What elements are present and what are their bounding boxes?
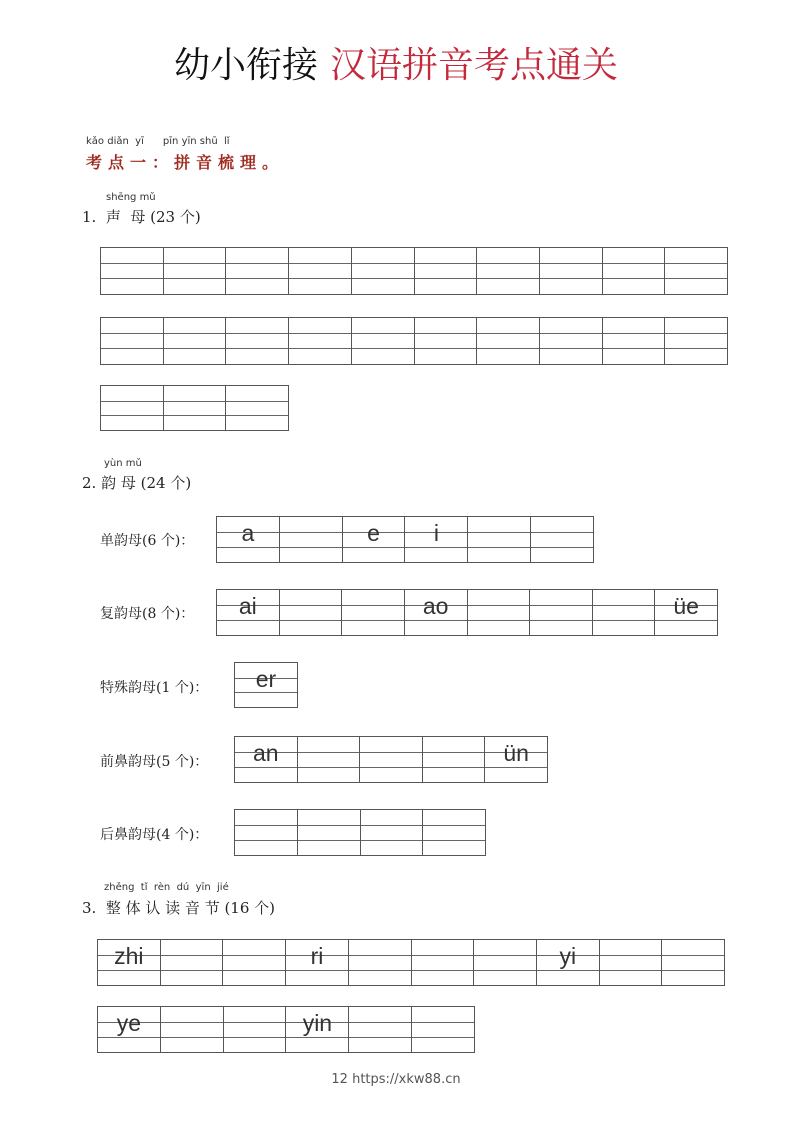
guide-line (164, 348, 226, 349)
guide-line (352, 263, 414, 264)
guide-line (161, 1022, 223, 1023)
pinyin-writing-cell (223, 1007, 286, 1052)
guide-line (665, 263, 727, 264)
pinyin-text: an (253, 740, 279, 767)
guide-line (468, 532, 530, 533)
yunmu-pinyin: yùn mǔ (104, 458, 142, 469)
guide-line (223, 955, 285, 956)
guide-line (289, 348, 351, 349)
guide-line (477, 263, 539, 264)
dan-yunmu-grid (216, 516, 594, 563)
zhengti-heading: 3. 整 体 认 读 音 节 (16 个) (82, 899, 276, 917)
pinyin-writing-cell (342, 517, 405, 562)
pinyin-writing-cell (359, 737, 422, 782)
guide-line (415, 263, 477, 264)
guide-line (280, 605, 342, 606)
pinyin-text: a (241, 520, 255, 547)
page-title (0, 44, 792, 87)
guide-line (352, 333, 414, 334)
pinyin-writing-cell (476, 318, 539, 364)
guide-line (217, 547, 279, 548)
qianbi-yunmu-label: 前鼻韵母(5 个)： (100, 754, 209, 770)
pinyin-text: ün (503, 740, 529, 767)
guide-line (298, 767, 360, 768)
guide-line (540, 348, 602, 349)
pinyin-writing-cell (288, 248, 351, 294)
pinyin-writing-cell (217, 517, 279, 562)
pinyin-writing-cell (225, 386, 288, 430)
guide-line (537, 970, 599, 971)
guide-line (226, 333, 288, 334)
guide-line (280, 547, 342, 548)
pinyin-writing-cell (654, 590, 717, 635)
guide-line (593, 620, 655, 621)
title-red: 汉语拼音考点通关 (330, 45, 619, 86)
guide-line (405, 547, 467, 548)
guide-line (600, 970, 662, 971)
guide-line (235, 692, 297, 693)
pinyin-text: ye (116, 1010, 142, 1037)
zhengti-grid-row-2 (97, 1006, 475, 1053)
pinyin-writing-cell (539, 318, 602, 364)
shengmu-pinyin: shēng mǔ (106, 192, 156, 203)
pinyin-writing-cell (661, 940, 724, 985)
pinyin-writing-cell (341, 590, 404, 635)
pinyin-writing-cell (163, 248, 226, 294)
guide-line (530, 605, 592, 606)
guide-line (412, 955, 474, 956)
guide-line (226, 348, 288, 349)
pinyin-writing-cell (98, 1007, 160, 1052)
pinyin-writing-cell (422, 810, 485, 855)
guide-line (289, 278, 351, 279)
pinyin-writing-cell (160, 1007, 223, 1052)
guide-line (349, 1022, 411, 1023)
guide-line (101, 333, 163, 334)
guide-line (540, 278, 602, 279)
pinyin-text: yi (559, 943, 577, 970)
pinyin-text: ai (238, 593, 257, 620)
pinyin-writing-cell (285, 1007, 348, 1052)
guide-line (342, 620, 404, 621)
pinyin-writing-cell (351, 318, 414, 364)
guide-line (298, 825, 360, 826)
guide-line (226, 278, 288, 279)
pinyin-writing-cell (467, 517, 530, 562)
guide-line (224, 1022, 286, 1023)
guide-line (226, 401, 288, 402)
guide-line (164, 278, 226, 279)
pinyin-writing-cell (602, 318, 665, 364)
pinyin-writing-cell (404, 517, 467, 562)
pinyin-writing-cell (101, 318, 163, 364)
pinyin-writing-cell (101, 248, 163, 294)
pinyin-writing-cell (422, 737, 485, 782)
pinyin-writing-cell (297, 810, 360, 855)
guide-line (360, 767, 422, 768)
guide-line (423, 752, 485, 753)
guide-line (412, 1022, 474, 1023)
pinyin-writing-cell (476, 248, 539, 294)
guide-line (468, 547, 530, 548)
pinyin-writing-cell (235, 663, 297, 707)
teshu-yunmu-grid (234, 662, 298, 708)
houbi-yunmu-label: 后鼻韵母(4 个)： (100, 827, 209, 843)
guide-line (662, 970, 724, 971)
guide-line (217, 620, 279, 621)
guide-line (360, 752, 422, 753)
guide-line (662, 955, 724, 956)
guide-line (655, 620, 717, 621)
guide-line (101, 415, 163, 416)
zhengti-pinyin: zhěng tǐ rèn dú yīn jié (104, 882, 229, 893)
guide-line (224, 1037, 286, 1038)
qianbi-yunmu-grid (234, 736, 548, 783)
guide-line (361, 840, 423, 841)
guide-line (280, 532, 342, 533)
guide-line (223, 970, 285, 971)
guide-line (603, 278, 665, 279)
guide-line (101, 401, 163, 402)
guide-line (164, 333, 226, 334)
guide-line (349, 955, 411, 956)
guide-line (412, 970, 474, 971)
pinyin-writing-cell (414, 318, 477, 364)
guide-line (412, 1037, 474, 1038)
pinyin-writing-cell (297, 737, 360, 782)
yunmu-heading: 2. 韵 母 (24 个) (82, 474, 192, 492)
pinyin-writing-cell (279, 517, 342, 562)
guide-line (298, 840, 360, 841)
guide-line (280, 620, 342, 621)
guide-line (349, 1037, 411, 1038)
guide-line (361, 825, 423, 826)
guide-line (531, 547, 593, 548)
guide-line (468, 605, 530, 606)
shengmu-grid-row-2 (100, 317, 728, 365)
shengmu-heading: 1. 声 母 (23 个) (82, 208, 201, 226)
fu-yunmu-label: 复韵母(8 个)： (100, 606, 195, 622)
pinyin-writing-cell (348, 940, 411, 985)
guide-line (101, 278, 163, 279)
guide-line (298, 752, 360, 753)
pinyin-writing-cell (235, 810, 297, 855)
guide-line (161, 1037, 223, 1038)
guide-line (593, 605, 655, 606)
pinyin-writing-cell (279, 590, 342, 635)
pinyin-writing-cell (467, 590, 530, 635)
pinyin-writing-cell (285, 940, 348, 985)
guide-line (603, 348, 665, 349)
guide-line (540, 263, 602, 264)
dan-yunmu-label: 单韵母(6 个)： (100, 533, 195, 549)
guide-line (352, 348, 414, 349)
guide-line (289, 333, 351, 334)
guide-line (468, 620, 530, 621)
pinyin-writing-cell (536, 940, 599, 985)
pinyin-writing-cell (235, 737, 297, 782)
teshu-yunmu-label: 特殊韵母(1 个)： (100, 680, 209, 696)
guide-line (405, 620, 467, 621)
guide-line (474, 970, 536, 971)
zhengti-grid-row-1 (97, 939, 725, 986)
guide-line (164, 263, 226, 264)
pinyin-text: zhi (114, 943, 144, 970)
guide-line (352, 278, 414, 279)
guide-line (665, 333, 727, 334)
guide-line (415, 278, 477, 279)
kaodian-pinyin: kǎo diǎn yī pīn yīn shū lǐ (86, 136, 230, 147)
guide-line (477, 333, 539, 334)
pinyin-writing-cell (98, 940, 160, 985)
guide-line (164, 415, 226, 416)
guide-line (423, 840, 485, 841)
pinyin-text: er (255, 666, 277, 693)
guide-line (474, 955, 536, 956)
guide-line (343, 547, 405, 548)
guide-line (349, 970, 411, 971)
pinyin-text: i (433, 520, 439, 547)
pinyin-writing-cell (484, 737, 547, 782)
guide-line (665, 348, 727, 349)
pinyin-text: e (367, 520, 380, 547)
pinyin-writing-cell (404, 590, 467, 635)
guide-line (161, 955, 223, 956)
title-black: 幼小衔接 (173, 45, 318, 86)
guide-line (235, 825, 297, 826)
pinyin-writing-cell (351, 248, 414, 294)
pinyin-writing-cell (411, 1007, 474, 1052)
guide-line (665, 278, 727, 279)
guide-line (603, 263, 665, 264)
guide-line (423, 825, 485, 826)
pinyin-writing-cell (160, 940, 223, 985)
pinyin-writing-cell (664, 318, 727, 364)
guide-line (477, 278, 539, 279)
pinyin-writing-cell (217, 590, 279, 635)
pinyin-writing-cell (529, 590, 592, 635)
guide-line (226, 263, 288, 264)
guide-line (161, 970, 223, 971)
pinyin-writing-cell (592, 590, 655, 635)
pinyin-writing-cell (599, 940, 662, 985)
pinyin-writing-cell (360, 810, 423, 855)
guide-line (530, 620, 592, 621)
guide-line (423, 767, 485, 768)
pinyin-writing-cell (163, 318, 226, 364)
pinyin-writing-cell (348, 1007, 411, 1052)
guide-line (540, 333, 602, 334)
guide-line (415, 333, 477, 334)
guide-line (531, 532, 593, 533)
guide-line (415, 348, 477, 349)
guide-line (477, 348, 539, 349)
guide-line (286, 1037, 348, 1038)
pinyin-writing-cell (411, 940, 474, 985)
guide-line (289, 263, 351, 264)
pinyin-writing-cell (539, 248, 602, 294)
pinyin-text: ao (422, 593, 449, 620)
pinyin-writing-cell (163, 386, 226, 430)
fu-yunmu-grid (216, 589, 718, 636)
pinyin-writing-cell (414, 248, 477, 294)
pinyin-writing-cell (530, 517, 593, 562)
pinyin-text: yin (302, 1010, 333, 1037)
guide-line (342, 605, 404, 606)
pinyin-writing-cell (664, 248, 727, 294)
pinyin-writing-cell (225, 248, 288, 294)
pinyin-writing-cell (602, 248, 665, 294)
guide-line (235, 840, 297, 841)
shengmu-grid-row-1 (100, 247, 728, 295)
guide-line (164, 401, 226, 402)
pinyin-text: üe (673, 593, 699, 620)
guide-line (485, 767, 547, 768)
guide-line (226, 415, 288, 416)
pinyin-writing-cell (473, 940, 536, 985)
pinyin-writing-cell (222, 940, 285, 985)
guide-line (101, 263, 163, 264)
guide-line (286, 970, 348, 971)
guide-line (235, 767, 297, 768)
houbi-yunmu-grid (234, 809, 486, 856)
pinyin-writing-cell (101, 386, 163, 430)
kaodian-title: 考点一：拼音梳理。 (86, 153, 285, 172)
pinyin-text: ri (310, 943, 324, 970)
guide-line (98, 1037, 160, 1038)
guide-line (600, 955, 662, 956)
guide-line (98, 970, 160, 971)
pinyin-writing-cell (225, 318, 288, 364)
guide-line (603, 333, 665, 334)
shengmu-grid-row-3 (100, 385, 289, 431)
footer-source: 12 https://xkw88.cn (331, 1072, 461, 1087)
guide-line (101, 348, 163, 349)
pinyin-writing-cell (288, 318, 351, 364)
